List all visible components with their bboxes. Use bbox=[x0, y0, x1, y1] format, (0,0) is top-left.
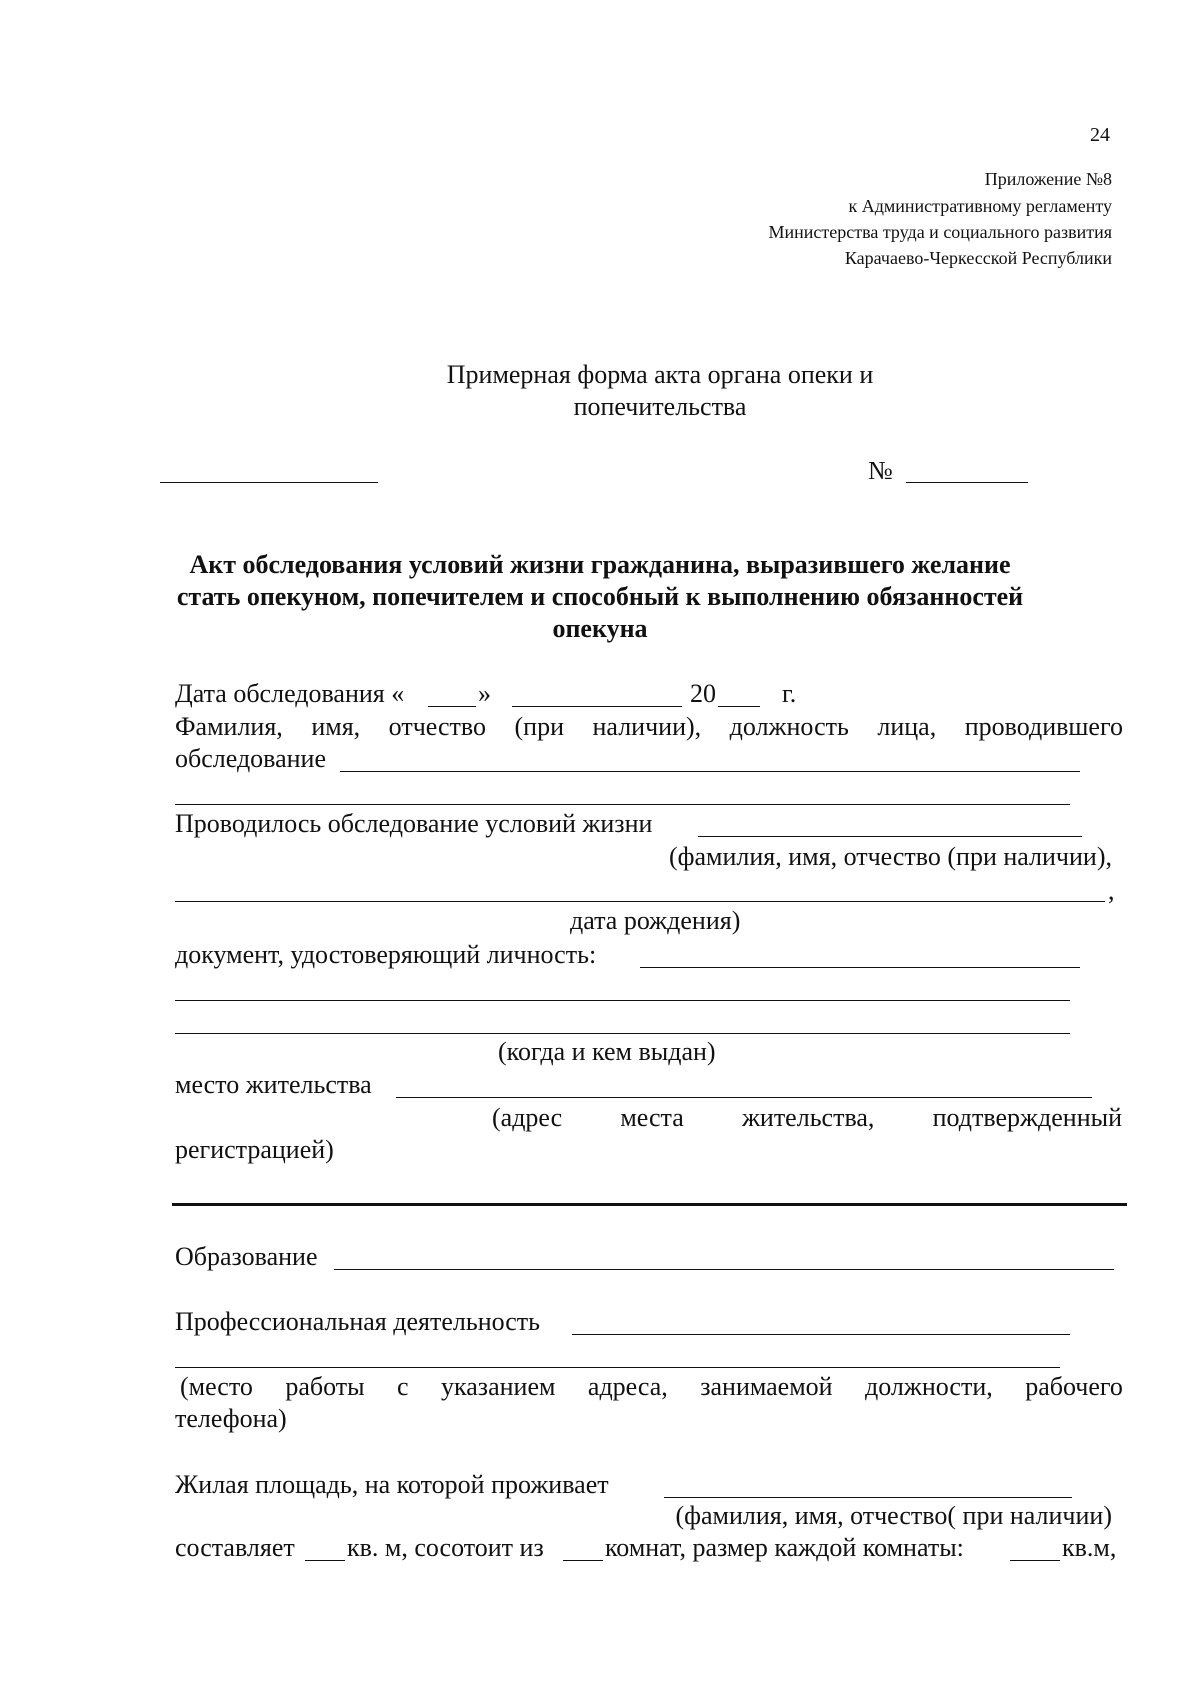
area-label-4: кв.м, bbox=[1062, 1533, 1117, 1562]
fio-hint-2: (фамилия, имя, отчество( при наличии) bbox=[675, 1501, 1112, 1530]
address-hint-word-4: подтвержденный bbox=[932, 1103, 1122, 1132]
month-blank-line bbox=[512, 706, 682, 707]
work-hint-word-4: указанием bbox=[441, 1372, 556, 1401]
inspector-label-line-2: обследование bbox=[175, 744, 327, 773]
number-label: № bbox=[868, 456, 893, 485]
area-label-2: кв. м, сосотоит из bbox=[347, 1533, 544, 1562]
form-title-line-2: попечительства bbox=[573, 392, 747, 421]
address-hint-word-2: места bbox=[620, 1103, 684, 1132]
work-hint-word-5: адреса, bbox=[587, 1372, 668, 1401]
page-number: 24 bbox=[1090, 124, 1110, 146]
issued-hint: (когда и кем выдан) bbox=[498, 1037, 716, 1066]
id-document-blank-line-2 bbox=[175, 1000, 1070, 1001]
appendix-line-3: Министерства труда и социального развития bbox=[768, 222, 1112, 242]
residence-label: место жительства bbox=[175, 1070, 372, 1099]
conducted-blank-line bbox=[698, 836, 1082, 837]
fio-hint: (фамилия, имя, отчество (при наличии), bbox=[669, 842, 1112, 871]
fio-comma: , bbox=[1108, 876, 1115, 905]
date-close-quote: » bbox=[478, 679, 491, 708]
address-hint-line-1 bbox=[492, 1103, 1122, 1133]
work-hint-word-6: занимаемой bbox=[700, 1372, 833, 1401]
work-hint-line-2: телефона) bbox=[175, 1404, 287, 1433]
address-hint-line-2: регистрацией) bbox=[175, 1135, 334, 1164]
education-label: Образование bbox=[175, 1242, 318, 1271]
address-hint-word-3: жительства, bbox=[741, 1103, 875, 1132]
appendix-line-4: Карачаево-Черкесской Республики bbox=[844, 248, 1112, 268]
appendix-line-2: к Административному регламенту bbox=[848, 196, 1112, 216]
profession-label: Профессиональная деятельность bbox=[175, 1307, 541, 1336]
date-label: Дата обследования « bbox=[175, 679, 405, 708]
inspector-label-text: Фамилия, имя, отчество (при наличии), должность лица, проводившего bbox=[175, 712, 1123, 741]
address-hint-word-1: (адрес bbox=[492, 1103, 563, 1132]
year-blank-line bbox=[718, 706, 760, 707]
appendix-line-1: Приложение №8 bbox=[984, 169, 1112, 189]
id-document-blank-line-3 bbox=[175, 1033, 1070, 1034]
inspector-blank-line-1 bbox=[340, 771, 1080, 772]
work-hint-word-7: должности, bbox=[865, 1372, 993, 1401]
work-hint-line-1 bbox=[180, 1372, 1123, 1402]
number-blank-line bbox=[906, 482, 1028, 483]
conducted-label: Проводилось обследование условий жизни bbox=[175, 809, 653, 838]
fio-blank-line bbox=[175, 901, 1105, 902]
birth-hint: дата рождения) bbox=[570, 906, 741, 935]
year-prefix: 20 bbox=[690, 679, 716, 708]
work-hint-word-2: работы bbox=[285, 1372, 365, 1401]
area-blank-room-size bbox=[1010, 1560, 1060, 1561]
residence-blank-line bbox=[396, 1097, 1092, 1098]
living-space-blank-line bbox=[664, 1497, 1072, 1498]
act-title-line-2: стать опекуном, попечителем и способный к выполнению обязанностей bbox=[176, 582, 1024, 611]
area-blank-rooms bbox=[563, 1560, 603, 1561]
year-suffix: г. bbox=[782, 679, 797, 708]
id-document-blank-line-1 bbox=[640, 967, 1080, 968]
area-label-1: составляет bbox=[175, 1533, 295, 1562]
area-blank-sqm bbox=[305, 1560, 345, 1561]
form-title-line-1: Примерная форма акта органа опеки и bbox=[446, 360, 874, 389]
act-title-line-3: опекуна bbox=[552, 614, 648, 643]
work-hint-word-8: рабочего bbox=[1025, 1372, 1123, 1401]
id-document-label: документ, удостоверяющий личность: bbox=[175, 940, 597, 969]
profession-blank-line-1 bbox=[572, 1334, 1070, 1335]
living-space-label: Жилая площадь, на которой проживает bbox=[175, 1470, 609, 1499]
residence-separator-line bbox=[172, 1203, 1127, 1206]
date-blank-line bbox=[160, 482, 378, 483]
area-label-3: комнат, размер каждой комнаты: bbox=[605, 1533, 964, 1562]
education-blank-line bbox=[334, 1269, 1114, 1270]
inspector-label-line-1 bbox=[175, 712, 1123, 742]
inspector-blank-line-2 bbox=[175, 804, 1070, 805]
work-hint-word-1: (место bbox=[180, 1372, 253, 1401]
day-blank-line bbox=[428, 706, 476, 707]
profession-blank-line-2 bbox=[175, 1367, 1060, 1368]
act-title-line-1: Акт обследования условий жизни гражданина, выразившего желание bbox=[189, 550, 1011, 579]
work-hint-word-3: с bbox=[397, 1372, 409, 1401]
